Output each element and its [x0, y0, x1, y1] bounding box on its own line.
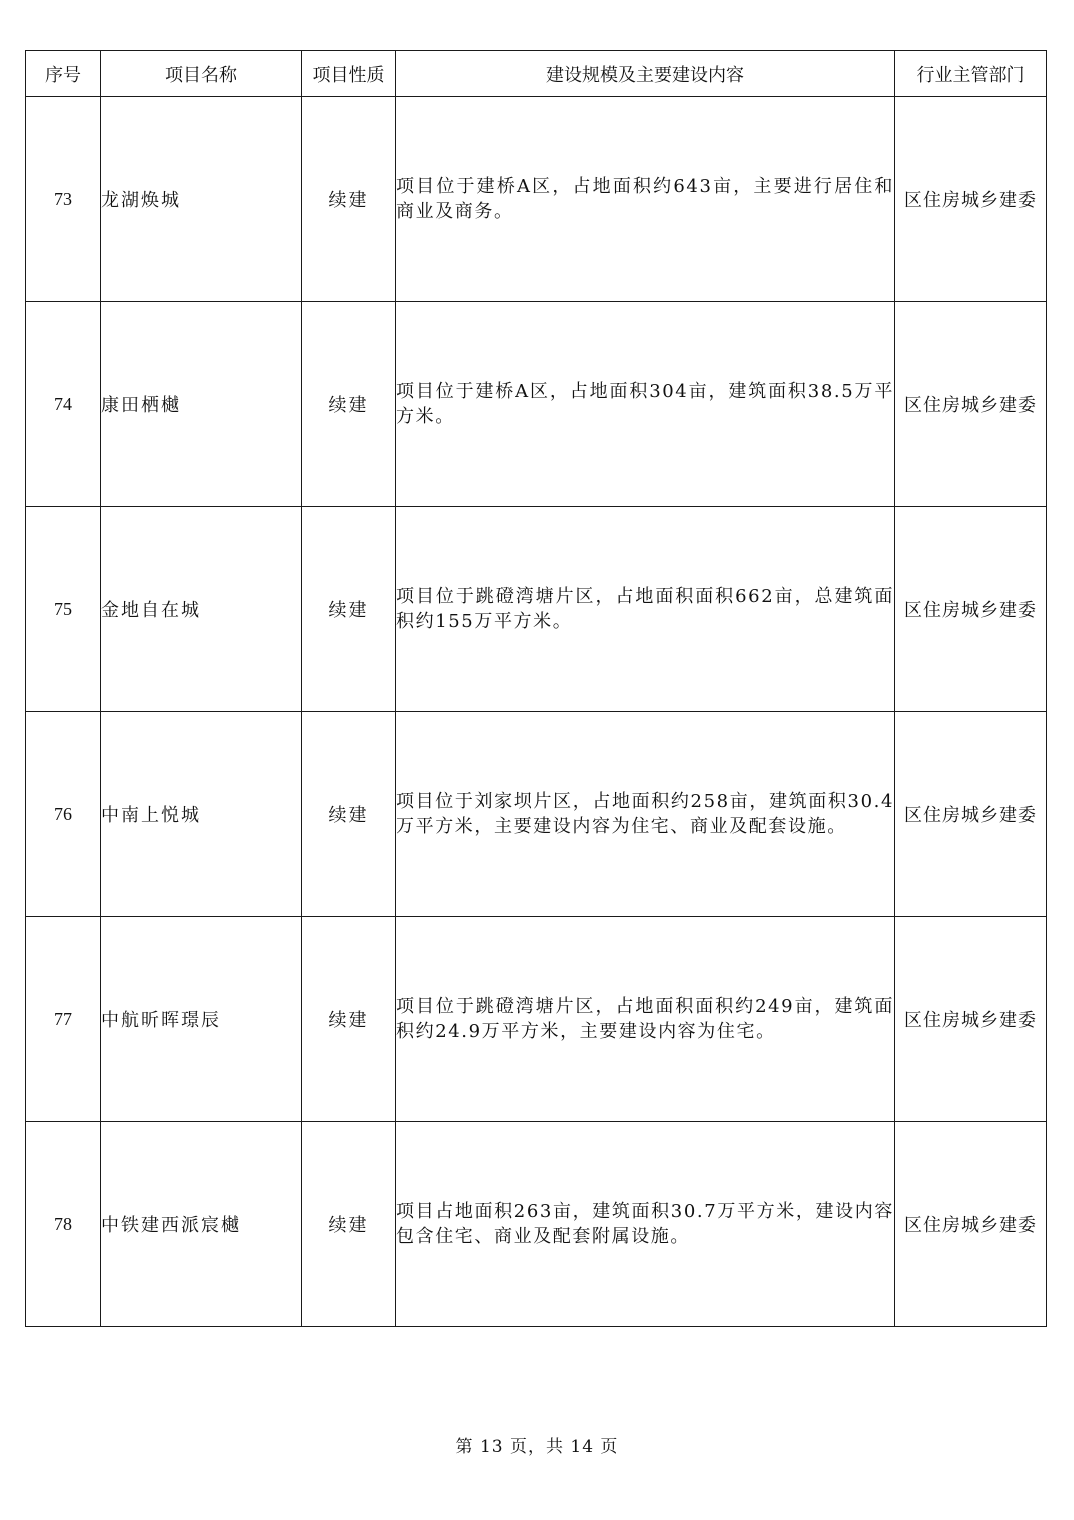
table-row: [26, 507, 1047, 712]
cell-no: 74: [26, 302, 101, 507]
table-body: [26, 97, 1047, 1327]
table-row: [26, 917, 1047, 1122]
header-name: 项目名称: [101, 51, 302, 97]
table-row: [26, 97, 1047, 302]
header-type: 项目性质: [302, 51, 396, 97]
cell-name: 金地自在城: [101, 507, 302, 712]
cell-dept: 区住房城乡建委: [895, 1122, 1047, 1327]
cell-type: 续建: [302, 712, 396, 917]
cell-no: 76: [26, 712, 101, 917]
cell-no: 75: [26, 507, 101, 712]
cell-desc: 项目位于跳磴湾塘片区，占地面积面积662亩，总建筑面积约155万平方米。: [396, 507, 895, 712]
table-header: [26, 51, 1047, 97]
cell-name: 康田栖樾: [101, 302, 302, 507]
cell-desc: 项目占地面积263亩，建筑面积30.7万平方米，建设内容包含住宅、商业及配套附属设施。: [396, 1122, 895, 1327]
cell-name: 中航昕晖璟辰: [101, 917, 302, 1122]
table-row: [26, 1122, 1047, 1327]
cell-name: 中铁建西派宸樾: [101, 1122, 302, 1327]
cell-no: 77: [26, 917, 101, 1122]
cell-desc: 项目位于建桥A区，占地面积约643亩，主要进行居住和商业及商务。: [396, 97, 895, 302]
header-dept: 行业主管部门: [895, 51, 1047, 97]
cell-dept: 区住房城乡建委: [895, 302, 1047, 507]
cell-dept: 区住房城乡建委: [895, 97, 1047, 302]
project-table: [25, 50, 1047, 1327]
cell-no: 73: [26, 97, 101, 302]
page-footer: 第 13 页，共 14 页: [455, 1437, 619, 1457]
cell-no: 78: [26, 1122, 101, 1327]
cell-dept: 区住房城乡建委: [895, 507, 1047, 712]
cell-type: 续建: [302, 507, 396, 712]
header-row: [26, 51, 1047, 97]
header-no: 序号: [26, 51, 101, 97]
cell-type: 续建: [302, 97, 396, 302]
cell-name: 龙湖焕城: [101, 97, 302, 302]
cell-type: 续建: [302, 302, 396, 507]
cell-name: 中南上悦城: [101, 712, 302, 917]
cell-dept: 区住房城乡建委: [895, 712, 1047, 917]
table-row: [26, 712, 1047, 917]
cell-desc: 项目位于建桥A区，占地面积304亩，建筑面积38.5万平方米。: [396, 302, 895, 507]
cell-dept: 区住房城乡建委: [895, 917, 1047, 1122]
cell-type: 续建: [302, 917, 396, 1122]
header-desc: 建设规模及主要建设内容: [396, 51, 895, 97]
table-row: [26, 302, 1047, 507]
cell-type: 续建: [302, 1122, 396, 1327]
cell-desc: 项目位于跳磴湾塘片区，占地面积面积约249亩，建筑面积约24.9万平方米，主要建设内容为住宅。: [396, 917, 895, 1122]
cell-desc: 项目位于刘家坝片区，占地面积约258亩，建筑面积30.4万平方米，主要建设内容为住宅、商业及配套设施。: [396, 712, 895, 917]
